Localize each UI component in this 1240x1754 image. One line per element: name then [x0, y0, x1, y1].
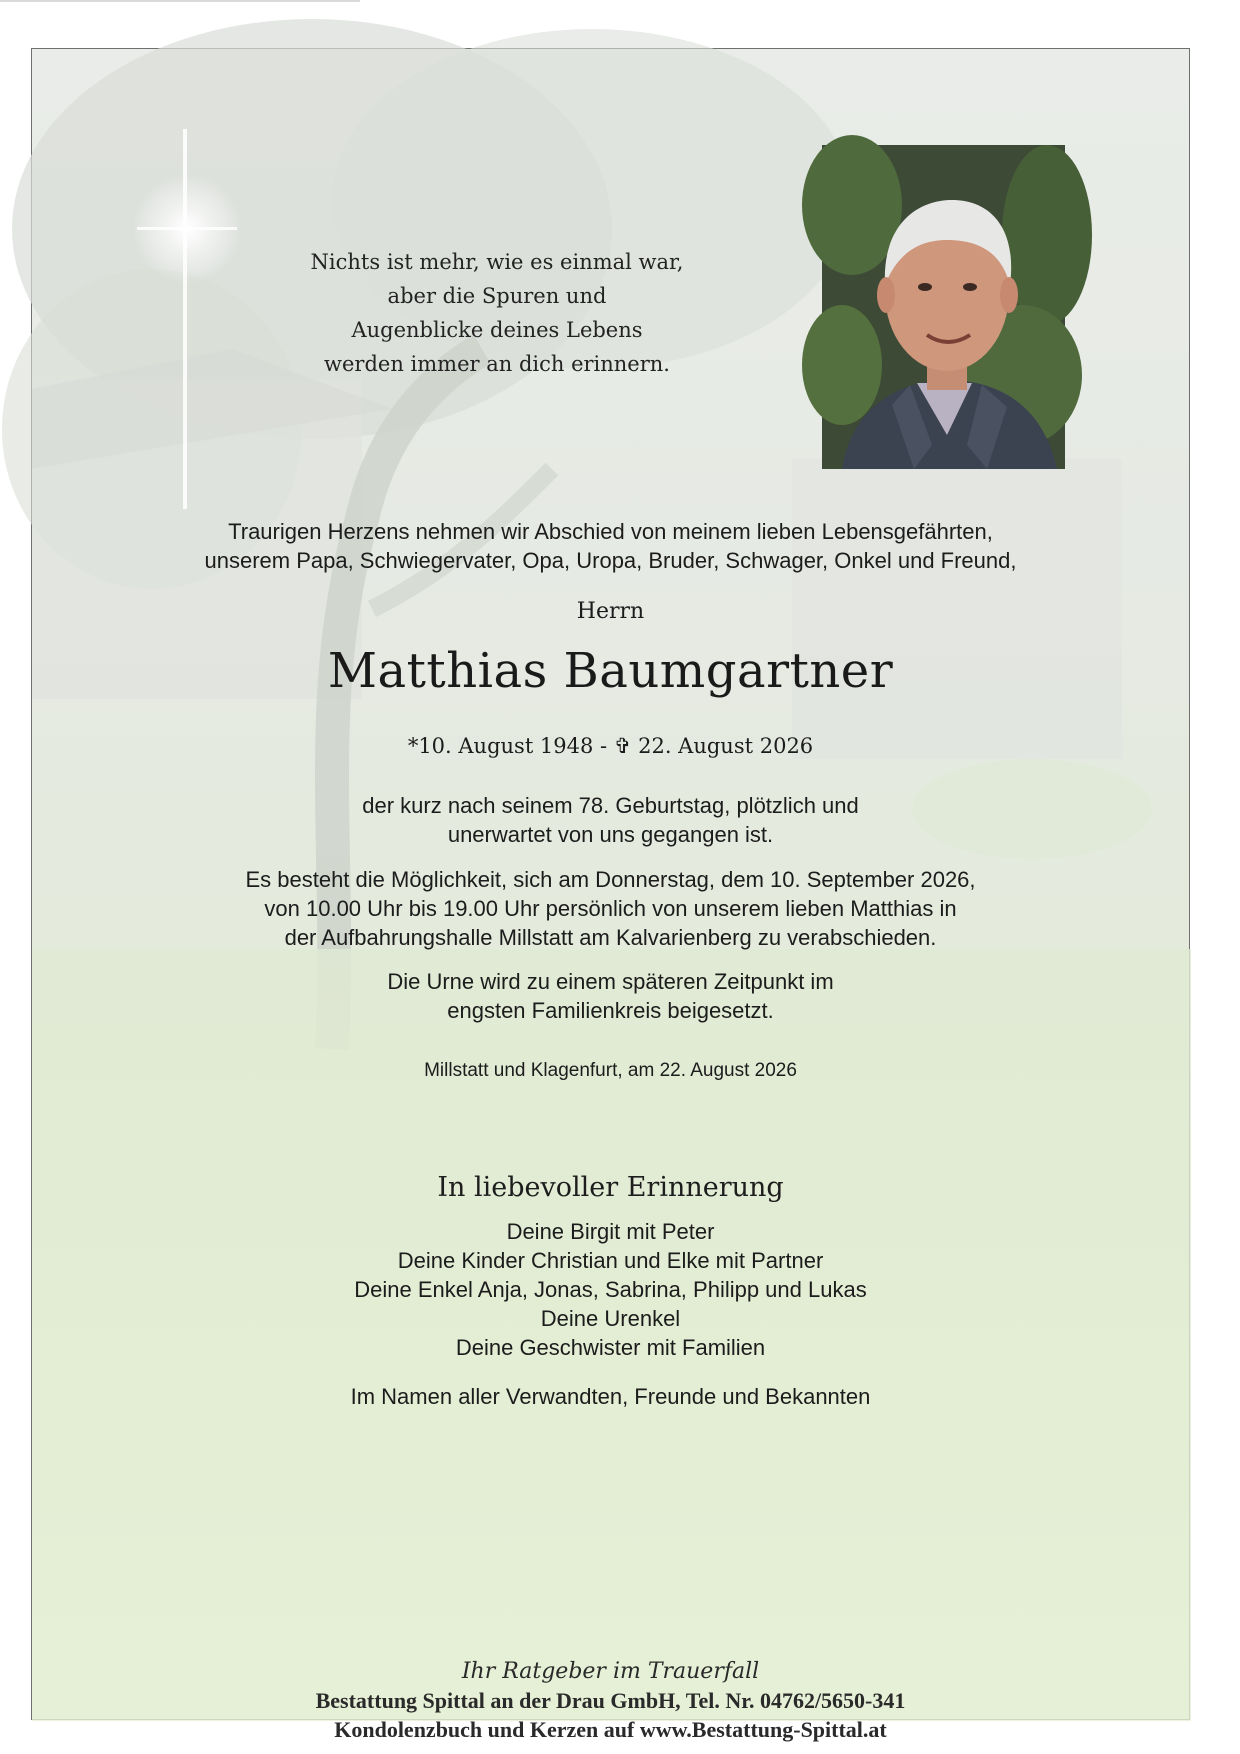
- passing-line: der kurz nach seinem 78. Geburtstag, plötzlich und: [362, 793, 859, 818]
- passing-text: [32, 791, 1189, 849]
- quote-line: aber die Spuren und: [387, 284, 607, 308]
- farewell-line: der Aufbahrungshalle Millstatt am Kalvarienberg zu verabschieden.: [284, 925, 937, 950]
- mourner-line: Deine Birgit mit Peter: [506, 1219, 715, 1244]
- mourner-line: Deine Kinder Christian und Elke mit Partner: [397, 1248, 824, 1273]
- deceased-name: Matthias Baumgartner: [327, 643, 894, 699]
- farewell-line: Es besteht die Möglichkeit, sich am Donnerstag, dem 10. September 2026,: [245, 867, 976, 892]
- footer-condolence: Kondolenzbuch und Kerzen auf www.Bestattung-Spittal.at: [334, 1717, 887, 1742]
- urn-line: engsten Familienkreis beigesetzt.: [447, 998, 774, 1023]
- footer-slogan: Ihr Ratgeber im Trauerfall: [461, 1659, 760, 1684]
- footer-company: Bestattung Spittal an der Drau GmbH, Tel. Nr. 04762/5650-341: [315, 1688, 906, 1713]
- memorial-quote: [272, 245, 722, 381]
- farewell-line: von 10.00 Uhr bis 19.00 Uhr persönlich von unserem lieben Matthias in: [264, 896, 957, 921]
- remembrance-heading: In liebevoller Erinnerung: [437, 1172, 784, 1203]
- place-date: Millstatt und Klagenfurt, am 22. August 2026: [424, 1060, 797, 1081]
- mourner-line: Deine Geschwister mit Familien: [455, 1335, 766, 1360]
- quote-line: werden immer an dich erinnern.: [324, 352, 670, 376]
- life-dates: *10. August 1948 - ✞ 22. August 2026: [407, 734, 814, 758]
- intro-line: Traurigen Herzens nehmen wir Abschied von meinem lieben Lebensgefährten,: [228, 519, 993, 544]
- passing-line: unerwartet von uns gegangen ist.: [447, 822, 774, 847]
- urn-line: Die Urne wird zu einem späteren Zeitpunkt im: [387, 969, 834, 994]
- urn-text: [32, 967, 1189, 1025]
- obituary-card: [31, 48, 1190, 1742]
- intro-line: unserem Papa, Schwiegervater, Opa, Uropa, Bruder, Schwager, Onkel und Freund,: [204, 548, 1017, 573]
- mourner-line: Deine Enkel Anja, Jonas, Sabrina, Philipp und Lukas: [354, 1277, 867, 1302]
- relatives-line: Im Namen aller Verwandten, Freunde und Bekannten: [350, 1384, 871, 1409]
- quote-line: Nichts ist mehr, wie es einmal war,: [310, 250, 684, 274]
- salutation: Herrn: [576, 599, 645, 624]
- top-edge-line: [0, 0, 360, 2]
- intro-text: [32, 517, 1189, 575]
- mourners-list: [32, 1217, 1189, 1362]
- quote-line: Augenblicke deines Lebens: [351, 318, 643, 342]
- footer: [32, 1657, 1189, 1744]
- mourner-line: Deine Urenkel: [540, 1306, 681, 1331]
- farewell-text: [32, 865, 1189, 952]
- portrait-photo: [822, 145, 1065, 469]
